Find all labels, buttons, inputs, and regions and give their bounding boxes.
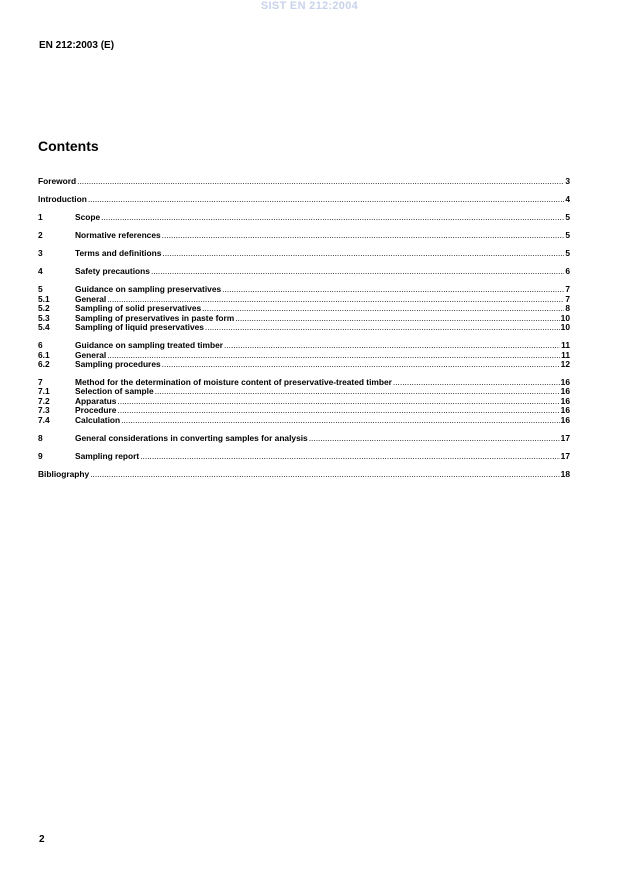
toc-entry-page: 16	[560, 386, 570, 397]
toc-dot-leader	[393, 378, 560, 387]
toc-entry-page: 10	[560, 322, 570, 333]
document-id-header: EN 212:2003 (E)	[39, 40, 115, 51]
toc-entry-title: Calculation	[75, 414, 121, 425]
toc-entry-title: Sampling of preservatives in paste form	[75, 312, 235, 323]
toc-entry-number: 9	[38, 450, 43, 461]
toc-entry	[38, 387, 570, 396]
toc-entry-number: 7.4	[38, 414, 50, 425]
toc-entry	[38, 285, 570, 294]
toc-entry-page: 18	[560, 468, 570, 479]
toc-entry-title: Procedure	[75, 405, 117, 416]
toc-dot-leader	[107, 351, 560, 360]
toc-entry-title: Sampling report	[75, 450, 140, 461]
toc-dot-leader	[162, 360, 560, 369]
toc-entry-page: 7	[565, 293, 570, 304]
contents-heading: Contents	[38, 138, 99, 154]
toc-entry-number: 5.3	[38, 312, 50, 323]
toc-entry-page: 4	[565, 194, 570, 205]
toc-entry-page: 17	[560, 450, 570, 461]
toc-entry-page: 11	[561, 349, 570, 360]
toc-entry-page: 5	[565, 230, 570, 241]
toc-entry	[38, 341, 570, 350]
toc-entry-title: Introduction	[38, 194, 87, 205]
toc-entry-title: Sampling procedures	[75, 358, 161, 369]
toc-entry-page: 3	[565, 176, 570, 186]
toc-entry-page: 6	[565, 266, 570, 277]
toc-entry-page: 7	[565, 284, 570, 295]
toc-entry-title: Terms and definitions	[75, 248, 162, 259]
watermark: SIST EN 212:2004	[260, 0, 359, 12]
toc-entry-page: 16	[560, 376, 570, 387]
toc-entry-title: Method for the determination of moisture content of preservative-treated timber	[75, 376, 392, 387]
toc-dot-leader	[155, 387, 560, 396]
toc-entry-page: 12	[560, 358, 570, 369]
toc-entry-number: 5	[38, 284, 43, 295]
toc-entry	[38, 397, 570, 406]
toc-entry-title: General considerations in converting samples for analysis	[75, 432, 308, 443]
toc-entry-number: 7	[38, 376, 43, 387]
toc-dot-leader	[162, 249, 564, 258]
toc-entry-number: 7.1	[38, 386, 50, 397]
toc-entry	[38, 470, 570, 479]
toc-dot-leader	[121, 416, 560, 425]
toc-dot-leader	[222, 285, 564, 294]
toc-dot-leader	[90, 470, 559, 479]
toc-entry-page: 11	[561, 340, 570, 351]
toc-entry-number: 6.2	[38, 358, 50, 369]
toc-entry-title: Scope	[75, 212, 101, 223]
toc-entry-title: Bibliography	[38, 468, 90, 479]
toc-entry-title: Sampling of liquid preservatives	[75, 322, 204, 333]
toc-dot-leader	[101, 213, 564, 222]
toc-entry-page: 17	[560, 432, 570, 443]
toc-entry-title: Normative references	[75, 230, 161, 241]
toc-entry-number: 6.1	[38, 349, 50, 360]
toc-entry	[38, 213, 570, 222]
toc-entry-title: Guidance on sampling treated timber	[75, 340, 223, 351]
toc-dot-leader	[151, 267, 564, 276]
toc-entry-number: 6	[38, 340, 43, 351]
toc-entry	[38, 195, 570, 204]
toc-entry	[38, 177, 570, 186]
toc-entry-number: 8	[38, 432, 43, 443]
toc-entry-page: 8	[565, 303, 570, 314]
toc-dot-leader	[140, 452, 559, 461]
toc-entry-title: Safety precautions	[75, 266, 150, 277]
toc-dot-leader	[117, 406, 559, 415]
toc-dot-leader	[77, 177, 564, 186]
toc-entry	[38, 231, 570, 240]
toc-entry-number: 2	[38, 230, 43, 241]
toc-entry-page: 10	[560, 312, 570, 323]
toc-entry	[38, 416, 570, 425]
toc-entry-title: Selection of sample	[75, 386, 154, 397]
toc-entry-number: 7.2	[38, 395, 50, 406]
toc-entry	[38, 452, 570, 461]
toc-dot-leader	[309, 434, 560, 443]
toc-entry-title: General	[75, 349, 107, 360]
toc-entry-number: 4	[38, 266, 43, 277]
toc-entry-title: Sampling of solid preservatives	[75, 303, 202, 314]
toc-entry-number: 5.4	[38, 322, 50, 333]
toc-entry-number: 3	[38, 248, 43, 259]
toc-dot-leader	[117, 397, 559, 406]
toc-entry-title: General	[75, 293, 107, 304]
toc-dot-leader	[162, 231, 565, 240]
toc-entry-number: 1	[38, 212, 43, 223]
toc-entry-page: 5	[565, 212, 570, 223]
toc-entry-page: 5	[565, 248, 570, 259]
toc-entry-page: 16	[560, 405, 570, 416]
toc-entry-number: 7.3	[38, 405, 50, 416]
toc-dot-leader	[224, 341, 560, 350]
toc-entry	[38, 267, 570, 276]
toc-entry-number: 5.1	[38, 293, 50, 304]
toc-entry-title: Foreword	[38, 176, 77, 186]
toc-dot-leader	[235, 314, 559, 323]
toc-dot-leader	[202, 304, 564, 313]
toc-entry	[38, 323, 570, 332]
toc-entry	[38, 360, 570, 369]
toc-entry-title: Apparatus	[75, 395, 117, 406]
toc-entry	[38, 434, 570, 443]
page-number: 2	[39, 834, 45, 845]
toc-entry-page: 16	[560, 414, 570, 425]
toc-entry-page: 16	[560, 395, 570, 406]
toc-dot-leader	[88, 195, 564, 204]
table-of-contents	[38, 177, 570, 479]
toc-dot-leader	[205, 323, 560, 332]
toc-entry-number: 5.2	[38, 303, 50, 314]
toc-entry	[38, 249, 570, 258]
toc-entry-title: Guidance on sampling preservatives	[75, 284, 222, 295]
